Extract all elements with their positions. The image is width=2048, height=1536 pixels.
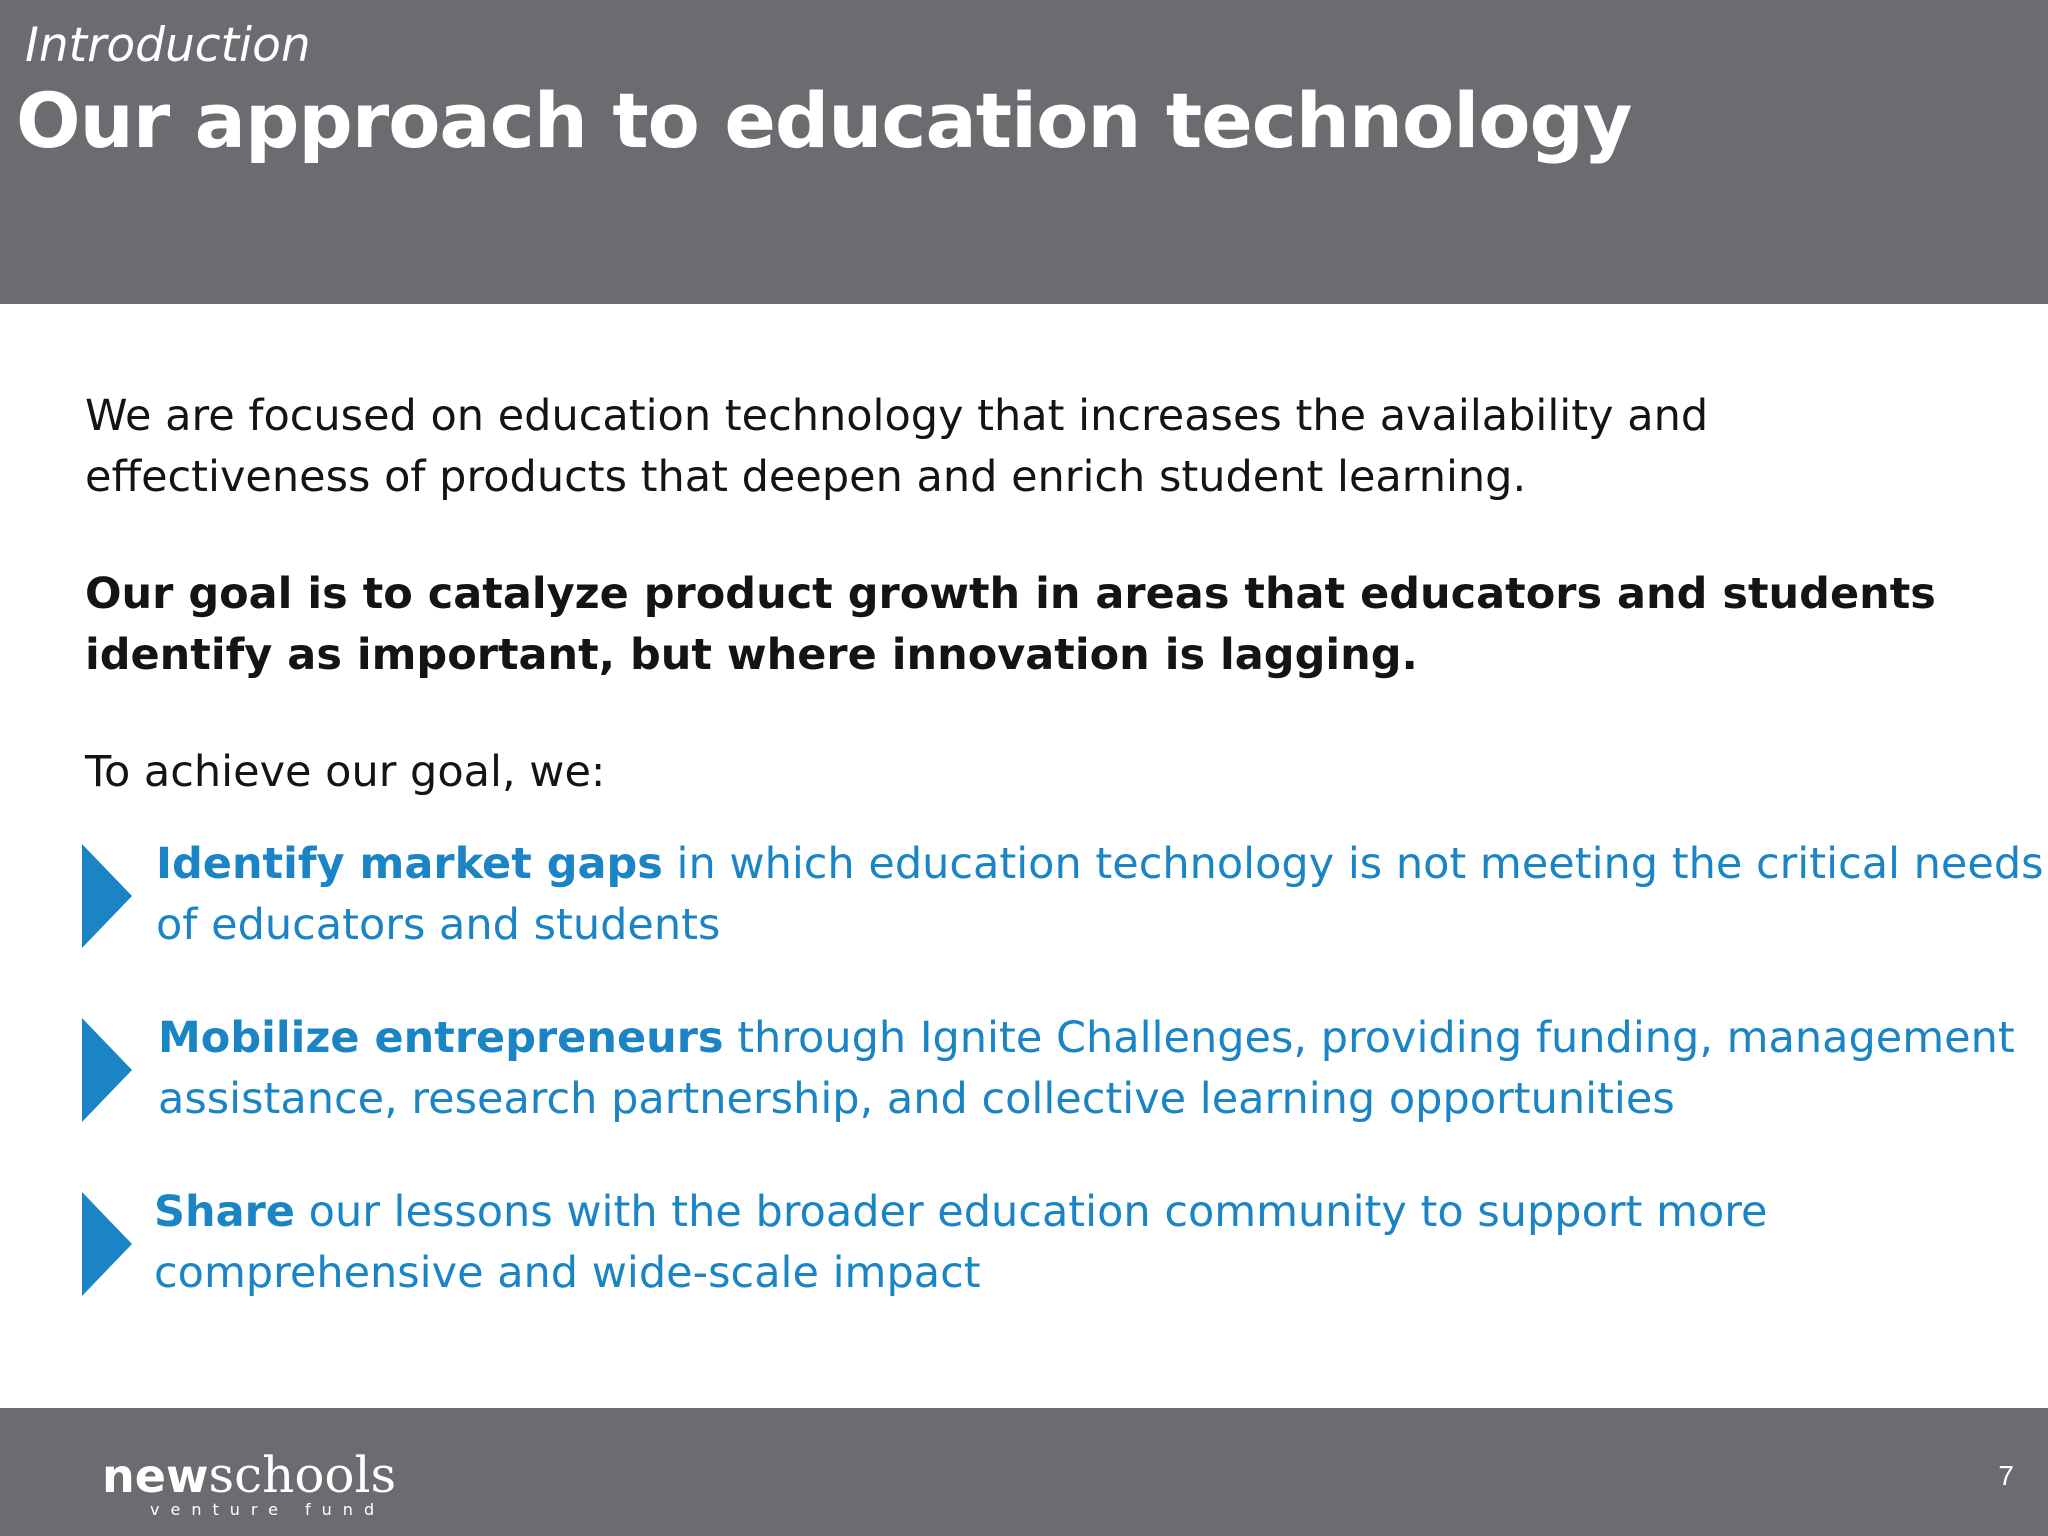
slide-title: Our approach to education technology: [16, 76, 1632, 165]
newschools-logo: [102, 1446, 397, 1519]
bullet-body-text: in which education technology is not meeting the critical needs of educators and students: [156, 839, 2044, 950]
goal-paragraph: Our goal is to catalyze product growth in areas that educators and students identify as important, but where innovation is lagging.: [85, 569, 1936, 680]
bullet-text: [154, 1182, 2048, 1304]
logo-schools-text: schools: [208, 1446, 397, 1504]
bullet-bold-text: Mobilize entrepreneurs: [158, 1013, 724, 1063]
bullet-text: [156, 834, 2048, 956]
footer-bar: [0, 1408, 2048, 1536]
triangle-arrow-right-icon: [82, 844, 132, 948]
intro-paragraph: We are focused on education technology that increases the availability and effectiveness of products that deepen and enrich student learning.: [85, 391, 1709, 502]
bullet-body-text: through Ignite Challenges, providing funding, management assistance, research partnership, and collective learning opportunities: [158, 1013, 2015, 1124]
triangle-arrow-right-icon: [82, 1018, 132, 1122]
logo-new-text: new: [102, 1449, 209, 1503]
bullet-text: [158, 1008, 2048, 1130]
bullet-bold-text: Share: [154, 1187, 295, 1237]
page-number: 7: [1998, 1460, 2014, 1491]
triangle-arrow-right-icon: [82, 1192, 132, 1296]
lead-in-text: To achieve our goal, we:: [85, 747, 606, 797]
bullet-bold-text: Identify market gaps: [156, 839, 663, 889]
body-content: [85, 386, 2005, 803]
header-bar: [0, 0, 2048, 304]
bullet-body-text: our lessons with the broader education community to support more comprehensive and wide-scale impact: [154, 1187, 1768, 1298]
logo-tagline: venture fund: [150, 1500, 386, 1519]
section-label: Introduction: [25, 18, 311, 73]
